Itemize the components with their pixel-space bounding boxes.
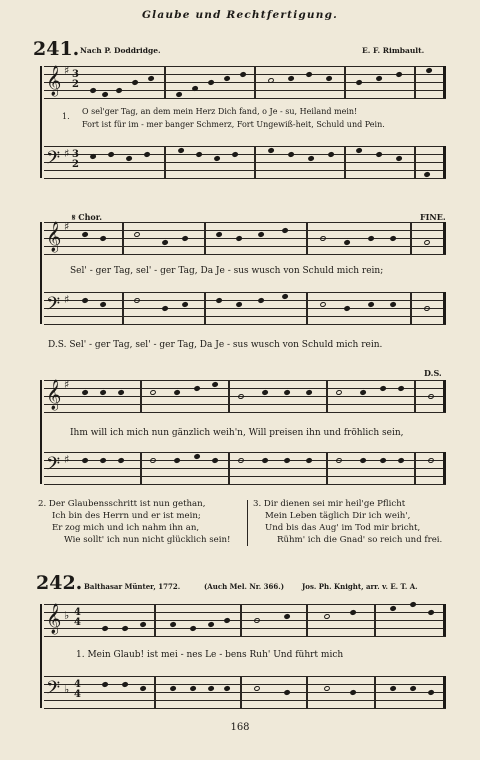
lyric-line: 1. Mein Glaub! ist mei - nes Le - bens Ruh' Und führt mich (76, 650, 344, 660)
bass-staff (44, 146, 446, 178)
lyricist-credit: Balthasar Münter, 1772. (84, 582, 181, 591)
lyric-line: Sel' - ger Tag, sel' - ger Tag, Da Je - sus wusch von Schuld mich rein; (70, 266, 384, 276)
lyric-line: O sel'ger Tag, an dem mein Herz Dich fand, o Je - su, Heiland mein! (82, 107, 358, 116)
system-brace (40, 604, 46, 708)
verse-divider (247, 500, 248, 546)
verse-line: 3. Dir dienen sei mir heil'ge Pflicht (253, 499, 406, 509)
treble-clef-icon: 𝄞 (46, 222, 62, 252)
treble-staff (44, 66, 446, 98)
bass-staff (44, 676, 446, 708)
bass-clef-icon: 𝄢 (46, 678, 61, 703)
composer-credit: E. F. Rimbault. (362, 46, 425, 55)
verse-line: Mein Leben täglich Dir ich weih', (265, 511, 411, 521)
composer-credit: Jos. Ph. Knight, arr. v. E. T. A. (302, 582, 418, 591)
lyric-line: D.S. Sel' - ger Tag, sel' - ger Tag, Da Je - sus wusch von Schuld mich rein. (48, 340, 383, 350)
verse-line: Er zog mich und ich nahm ihn an, (52, 523, 200, 533)
sharp-icon: ♯ (64, 378, 70, 391)
page-number: 168 (230, 722, 250, 733)
time-signature: 4 4 (74, 679, 81, 700)
bass-clef-icon: 𝄢 (46, 148, 61, 173)
section-mark: 𝄋 Chor. (72, 212, 103, 222)
ds-mark: D.S. (424, 368, 442, 378)
system-brace (40, 222, 46, 324)
sharp-icon: ♯ (64, 64, 70, 77)
hymn-number: 241. (33, 38, 80, 60)
sharp-icon: ♯ (64, 453, 70, 466)
treble-clef-icon: 𝄞 (46, 604, 62, 634)
lyric-line: Ihm will ich mich nun gänzlich weih'n, Will preisen ihn und fröhlich sein, (70, 428, 404, 438)
system-brace (40, 66, 46, 178)
time-signature: 4 4 (74, 607, 81, 628)
sharp-icon: ♯ (64, 147, 70, 160)
sharp-icon: ♯ (64, 220, 70, 233)
treble-clef-icon: 𝄞 (46, 380, 62, 410)
system-brace (40, 380, 46, 484)
treble-staff (44, 604, 446, 636)
verse-line: 2. Der Glaubensschritt ist nun gethan, (38, 499, 206, 509)
verse-line: Wie sollt' ich nun nicht glücklich sein! (64, 535, 231, 545)
melody-reference: (Auch Mel. Nr. 366.) (204, 582, 285, 591)
flat-icon: ♭ (64, 683, 70, 696)
bass-staff (44, 452, 446, 484)
sharp-icon: ♯ (64, 293, 70, 306)
flat-icon: ♭ (64, 609, 70, 622)
bass-staff (44, 292, 446, 324)
page-header: Glaube und Rechtfertigung. (142, 9, 338, 21)
verse-number: 1. (62, 112, 70, 121)
treble-staff (44, 380, 446, 412)
bass-clef-icon: 𝄢 (46, 454, 61, 479)
verse-line: Rühm' ich die Gnad' so reich und frei. (277, 535, 443, 545)
verse-3 (253, 498, 442, 546)
fine-label: FINE. (420, 212, 446, 222)
lyricist-credit: Nach P. Doddridge. (80, 46, 161, 55)
verse-line: Ich bin des Herrn und er ist mein; (52, 511, 201, 521)
treble-staff (44, 222, 446, 254)
verse-2 (38, 498, 230, 546)
bass-clef-icon: 𝄢 (46, 294, 61, 319)
time-signature: 3 2 (72, 149, 79, 170)
verse-line: Und bis das Aug' im Tod mir bricht, (265, 523, 421, 533)
hymn-number: 242. (36, 572, 83, 594)
treble-clef-icon: 𝄞 (46, 66, 62, 96)
lyric-line: Fort ist für im - mer banger Schmerz, Fort Ungewiß-heit, Schuld und Pein. (82, 120, 385, 129)
chorus-label: Chor. (78, 212, 103, 222)
time-signature: 3 2 (72, 69, 79, 90)
